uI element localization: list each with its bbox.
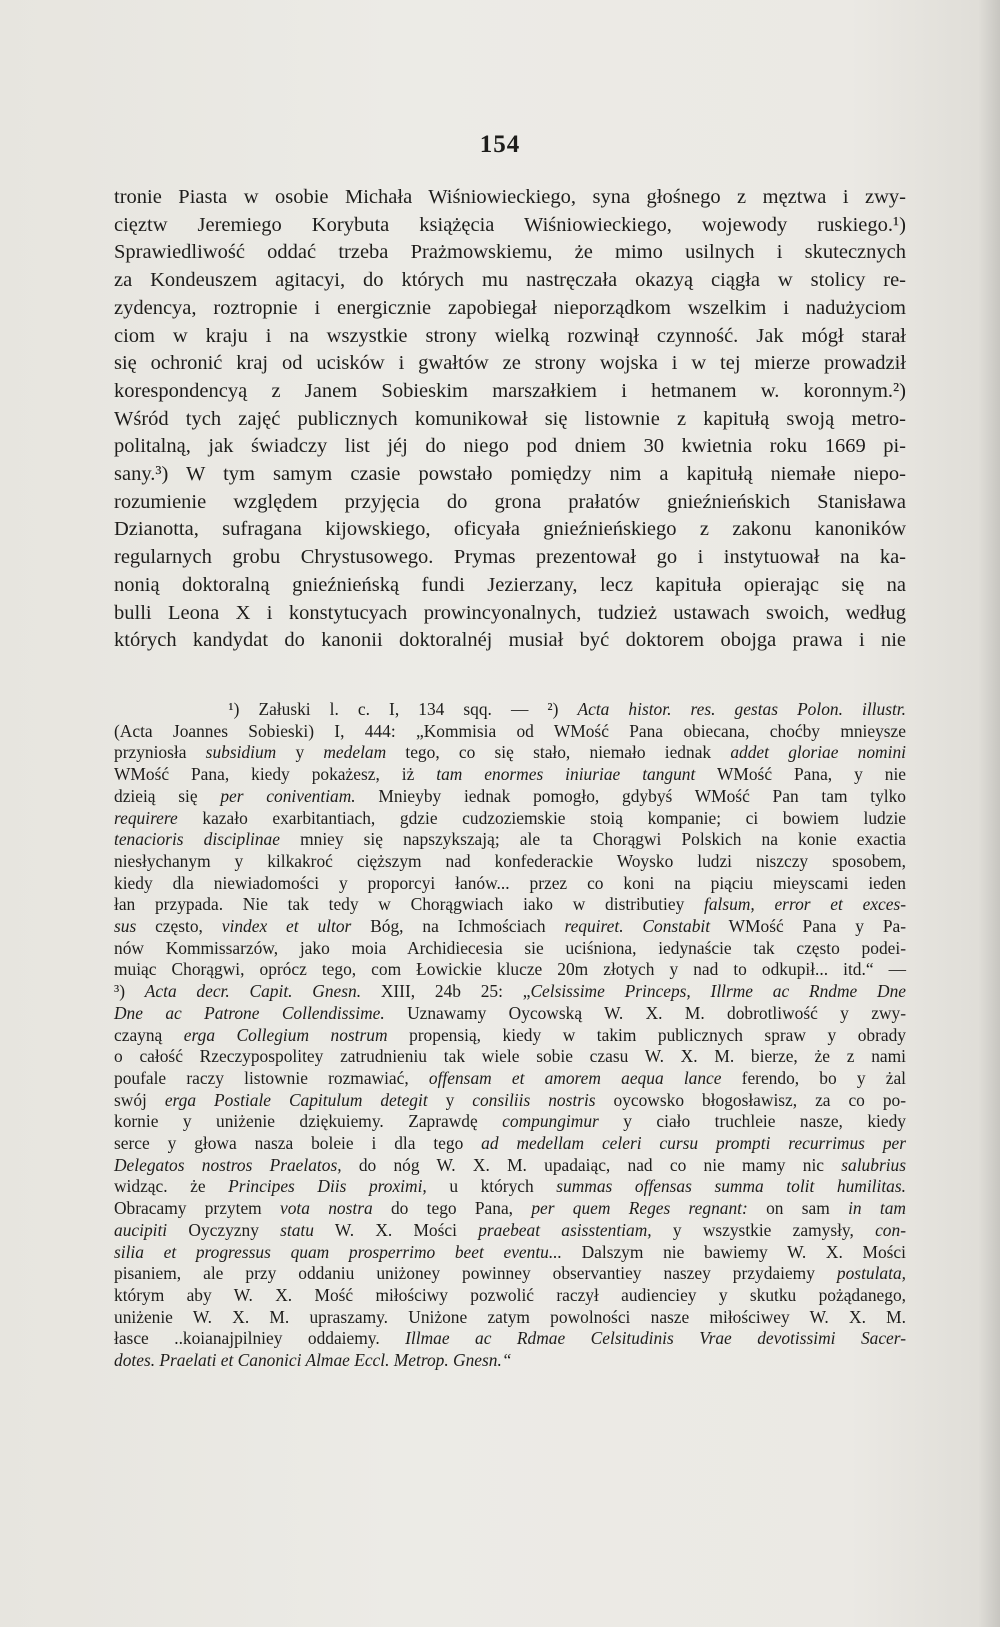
footnote-line: kornie y uniżenie dziękuiemy. Zaprawdę compungimur y ciało truchleie nasze, kiedy bbox=[114, 1111, 906, 1132]
body-line: Dzianotta, sufragana kijowskiego, oficyała gnieźnieńskiego z zakonu kanoników bbox=[114, 518, 906, 541]
footnote-line: widząc. że Principes Diis proximi, u których summas offensas summa tolit humilitas. bbox=[114, 1176, 906, 1197]
footnote-line: ¹) Załuski l. c. I, 134 sqq. — ²) Acta histor. res. gestas Polon. illustr. bbox=[114, 699, 906, 719]
page-number: 154 bbox=[479, 131, 521, 158]
body-line: korespondencyą z Janem Sobieskim marszałkiem i hetmanem w. koronnym.²) bbox=[114, 379, 906, 402]
footnote-line: Dne ac Patrone Collendissime. Uznawamy Oycowską W. X. M. dobrotliwość y zwy- bbox=[114, 1002, 906, 1023]
footnote-line: tenacioris disciplinae mniey się napszykszają; ale ta Chorągwi Polskich na konie exactia bbox=[114, 829, 907, 850]
body-line: zydencya, roztropnie i energicznie zapobiegał nieporządkom wszelkim i nadużyciom bbox=[114, 296, 906, 319]
footnotes bbox=[114, 699, 906, 1372]
footnote-line: kiedy dla niewiadomości y proporcyi łanów... przez co koni na piąciu mieyscami ieden bbox=[114, 872, 906, 893]
footnote-line: dotes. Praelati et Canonici Almae Eccl. Metrop. Gnesn.“ bbox=[114, 1350, 512, 1371]
footnote-line: silia et progressus quam prosperrimo beet eventu... Dalszym nie bawiemy W. X. Mości bbox=[114, 1241, 906, 1262]
body-line: tronie Piasta w osobie Michała Wiśniowieckiego, syna głośnego z męztwa i zwy- bbox=[114, 186, 906, 208]
page-edge-shadow bbox=[978, 0, 1000, 1627]
footnote-line: swój erga Postiale Capitulum detegit y consiliis nostris oycowsko błogosławisz, za co po- bbox=[114, 1089, 907, 1110]
footnote-line: łan przypada. Nie tak tedy w Chorągwiach iako w distributiey falsum, error et exces- bbox=[114, 894, 906, 915]
footnote-line: o całość Rzeczypospolitey zatrudnieniu tak wiele sobie czasu W. X. M. bierze, że z nami bbox=[114, 1046, 906, 1067]
body-line: nonią doktoralną gnieźnieńską fundi Jezierzany, lecz kapituła opierając się na bbox=[114, 573, 906, 596]
footnote-line: requirere kazało exarbitantiach, gdzie cudzoziemskie stoią kompanie; ci bowiem ludzie bbox=[114, 807, 906, 828]
footnote-line: aucipiti Oyczyzny statu W. X. Mości praebeat asisstentiam, y wszystkie zamysły, con- bbox=[114, 1219, 906, 1240]
body-line: których kandydat do kanonii doktoralnéj musiał być doktorem obojga prawa i nie bbox=[114, 629, 906, 652]
body-line: cięztw Jeremiego Korybuta książęcia Wiśniowieckiego, wojewody ruskiego.¹) bbox=[114, 213, 906, 236]
footnote-line: którym aby W. X. Mość miłościwy pozwolić raczył audienciey y skutku pożądanego, bbox=[114, 1284, 906, 1305]
footnote-line: ³) Acta decr. Capit. Gnesn. XIII, 24b 25: „Celsissime Princeps, Illrme ac Rndme Dne bbox=[114, 981, 906, 1002]
footnote-line: (Acta Joannes Sobieski) I, 444: „Kommisia od WMość Pana obiecana, choćby mnieysze bbox=[114, 720, 906, 741]
footnote-line: sus często, vindex et ultor Bóg, na Ichmościach requiret. Constabit WMość Pana y Pa- bbox=[114, 916, 906, 937]
body-line: Wśród tych zajęć publicznych komunikował się listownie z kapitułą swoją metro- bbox=[114, 407, 906, 430]
body-line: Sprawiedliwość oddać trzeba Prażmowskiemu, że mimo usilnych i skutecznych bbox=[114, 241, 906, 264]
footnote-line: uniżenie W. X. M. upraszamy. Uniżone zatym powolności nasze miłościwey W. X. M. bbox=[114, 1306, 906, 1327]
footnote-line: Delegatos nostros Praelatos, do nóg W. X. M. upadaiąc, nad co nie mamy nic salubrius bbox=[114, 1154, 907, 1175]
body-line: bulli Leona X i konstytucyach prowincyonalnych, tudzież ustawach swoich, według bbox=[114, 601, 906, 624]
body-line: się ochronić kraj od ucisków i gwałtów ze strony wojska i w tej mierze prowadził bbox=[114, 352, 906, 375]
footnote-line: Obracamy przytem vota nostra do tego Pana, per quem Reges regnant: on sam in tam bbox=[114, 1198, 906, 1219]
body-line: ciom w kraju i na wszystkie strony wielką rozwinął czynność. Jak mógł starał bbox=[114, 324, 906, 347]
body-line: politalną, jak świadczy list jéj do niego pod dniem 30 kwietnia roku 1669 pi- bbox=[114, 435, 906, 458]
footnote-line: pisaniem, ale przy oddaniu uniżoney powinney observantiey naszey przydaiemy postulata, bbox=[114, 1263, 906, 1284]
footnote-line: poufale raczy listownie rozmawiać, offensam et amorem aequa lance ferendo, bo y żal bbox=[114, 1067, 907, 1088]
body-line: sany.³) W tym samym czasie powstało pomiędzy nim a kapitułą niemałe niepo- bbox=[114, 463, 906, 486]
footnote-line: muiąc Chorągwi, oprócz tego, com Łowickie klucze 20m złotych y nad to odkupił... itd.“ — bbox=[114, 959, 906, 980]
body-line: rozumienie względem przyjęcia do grona prałatów gnieźnieńskich Stanisława bbox=[114, 490, 906, 513]
body-line: za Kondeuszem agitacyi, do których mu nastręczała okazyą ciągła w stolicy re- bbox=[114, 269, 906, 292]
footnote-line: przyniosła subsidium y medelam tego, co się stało, niemało iednak addet gloriae nomini bbox=[114, 742, 906, 763]
main-text bbox=[114, 184, 906, 655]
footnote-line: serce y głowa nasza boleie i dla tego ad medellam celeri cursu prompti recurrimus per bbox=[114, 1133, 907, 1154]
footnote-line: czayną erga Collegium nostrum propensią, kiedy w takim publicznych spraw y obrady bbox=[114, 1024, 906, 1045]
footnote-line: WMość Pana, kiedy pokażesz, iż tam enormes iniuriae tangunt WMość Pana, y nie bbox=[114, 764, 906, 785]
footnote-line: łasce ..koianajpilniey oddaiemy. Illmae ac Rdmae Celsitudinis Vrae devotissimi Sacer- bbox=[114, 1328, 906, 1349]
body-line: regularnych grobu Chrystusowego. Prymas prezentował go i instytuował na ka- bbox=[114, 546, 906, 569]
footnote-line: dzieią się per coniventiam. Mnieyby iednak pomogło, gdybyś WMość Pan tam tylko bbox=[114, 785, 906, 806]
footnote-line: niesłychanym y kilkakroć cięższym nad konfederackie Woysko ludzi niszczy sposobem, bbox=[114, 850, 906, 871]
footnote-line: nów Kommissarzów, jako moia Archidiecesia sie uciśniona, iedynaście tak często podei- bbox=[114, 937, 906, 958]
